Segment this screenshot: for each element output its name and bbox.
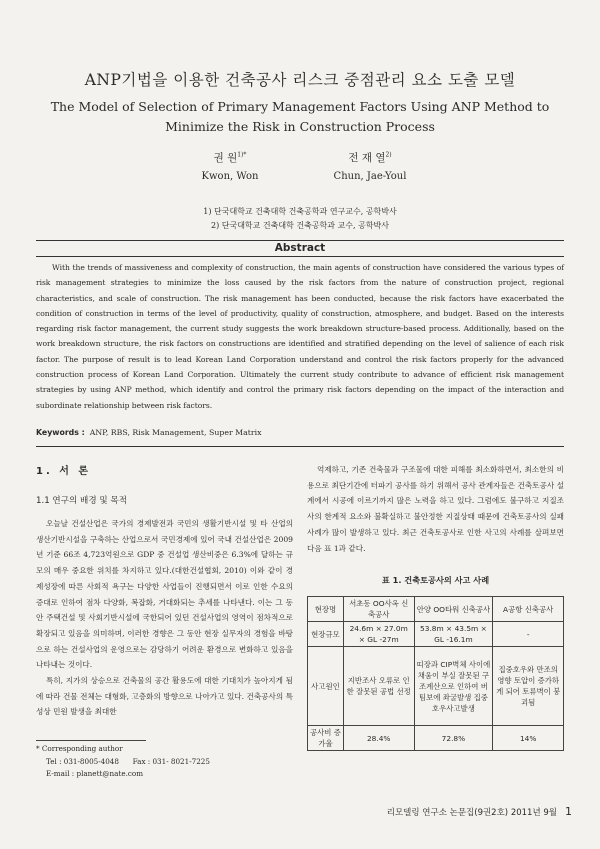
contact-phone-fax: [36, 756, 210, 769]
table-row: [308, 647, 564, 726]
table-cell: 24.6m × 27.0m × GL -27m: [343, 622, 414, 647]
accident-table: [307, 596, 564, 751]
contact-fax: Fax : 031- 8021-7225: [132, 756, 210, 766]
subsection-heading: 1.1 연구의 배경 및 목적: [36, 496, 128, 506]
abstract-heading-rule: [36, 256, 564, 257]
affiliations: [0, 205, 600, 232]
table-cell: -: [493, 622, 564, 647]
keywords-value: ANP, RBS, Risk Management, Super Matrix: [89, 428, 262, 437]
paragraph: 오늘날 건설산업은 국가의 경제발전과 국민의 생활기반시설 및 타 산업의 생산기반시설을 구축하는 산업으로서 국민경제에 있어 국내 건설산업은 2009년 기준 66조 4,723억원으로 GDP 중 건설업 생산비중은 6.3%에 달하는 규모의 매우 중요한 위치를 차지하고 있다.(대한건설협회, 2010) 이와 같이 경제성장에 따른 사회적 욕구는 다양한 사업들이 진행되면서 이로 인한 수요의 증대로 인하여 점차 다양화, 복잡화, 거대화되는 추세를 나타낸다. 이는 그 동안 주택건설 및 사회기반시설에 국한되어 있던 건설사업의 영역이 점차적으로 확장되고 있음을 의미하며, 이러한 경향은 그 동안 현장 실무자의 경험을 바탕으로 하는 건설사업의 운영으로는 감당하기 어려운 환경으로 변화하고 있음을 나타내는 것이다.: [36, 519, 293, 670]
table-cell: 53.8m × 43.5m × GL -16.1m: [414, 622, 493, 647]
table-row-label: 현장규모: [308, 622, 344, 647]
page-footer: [387, 805, 572, 818]
author-2-name-en: Chun, Jae-Youl: [333, 171, 407, 182]
table-cell: 띠장과 CIP벽체 사이에 채움이 부실 잘못된 구조계산으로 인하여 버팀보에 좌굴발생 집중호우사고발생: [414, 647, 493, 726]
table-header-cell: 안양 OO타워 신축공사: [414, 597, 493, 622]
author-1: [170, 150, 290, 182]
table-cell: 집중호우와 만조의 영향 토압이 증가하게 되어 토류벽이 붕괴됨: [493, 647, 564, 726]
abstract-bottom-rule: [36, 446, 564, 447]
footnote: [36, 743, 210, 781]
contact-tel: Tel : 031-8005-4048: [46, 756, 119, 766]
abstract-heading: Abstract: [274, 242, 326, 254]
title-korean: ANP기법을 이용한 건축공사 리스크 중점관리 요소 도출 모델: [84, 71, 516, 89]
paragraph: 억제하고, 기존 건축물과 구조물에 대한 피해를 최소화하면서, 최소한의 비용으로 최단기간에 터파기 공사를 하기 위해서 공사 관계자들은 건축토공사 설계에서 시공에 이르기까지 많은 노력을 하고 있다. 그럼에도 불구하고 지질조사의 한계적 요소와 불확실하고 불안정한 지질상태 때문에 건축토공사의 실패사례가 많이 발생하고 있다. 최근 건축토공사로 인한 사고의 사례를 살펴보면 다음 표 1과 같다.: [307, 465, 564, 553]
paragraph: 특히, 지가의 상승으로 건축물의 공간 활용도에 대한 기대치가 높아지게 됨에 따라 건물 전체는 대형화, 고층화의 방향으로 나아가고 있다. 건축공사의 특성상 민원 발생을 최대한: [36, 676, 293, 717]
author-1-name: 권 원: [213, 152, 238, 164]
table-cell: 72.8%: [414, 726, 493, 751]
affiliation-1: 1) 단국대학교 건축대학 건축공학과 연구교수, 공학박사: [203, 207, 397, 216]
title-english: The Model of Selection of Primary Management Factors Using ANP Method to Minimize the Risk in Construction Process: [50, 99, 550, 134]
left-column-text: [36, 516, 293, 720]
table-row: [308, 622, 564, 647]
table-cell: 지반조사 오류로 인한 잘못된 공법 선정: [343, 647, 414, 726]
author-2-sup: 2): [385, 151, 392, 159]
table-row-label: 공사비 증가율: [308, 726, 344, 751]
table-row: [308, 726, 564, 751]
table-header-cell: A공항 신축공사: [493, 597, 564, 622]
table-cell: 28.4%: [343, 726, 414, 751]
abstract-text: With the trends of massiveness and complexity of construction, the main agents of construction have considered the various types of risk management strategies to minimize the loss caused by the risk factors from the nature of construction project, regional characteristics, and scale of construction. The risk management has been conducted, because the risk factors have exacerbated the condition of construction in terms of the level of productivity, quality of construction, atmosphere, and budget. Based on the interests regarding risk factor management, the current study suggests the work breakdown structure-based process. Additionally, based on the work breakdown structure, the risk factors on constructions are identified and stratified depending on the level of salience of each risk factor. The purpose of result is to lead Korean Land Corporation understand and control the risk factors properly for the advanced construction process of Korean Land Corporation. Ultimately the current study contribute to advance of efficient risk management strategies by using ANP method, which identify and control the primary risk factors depending on the impact of the interaction and subordinate relationship between risk factors.: [36, 263, 564, 410]
table-caption: 표 1. 건축토공사의 사고 사례: [381, 575, 490, 585]
page-number: 1: [565, 805, 572, 818]
contact-email: E-mail : planett@nate.com: [46, 769, 144, 778]
corresponding-author: * Corresponding author: [36, 744, 123, 753]
author-1-sup: 1)*: [237, 151, 247, 159]
section-heading: 1. 서 론: [36, 466, 92, 477]
keywords-label: Keywords :: [36, 428, 85, 437]
author-2: [305, 150, 435, 182]
table-container: [307, 596, 564, 751]
abstract-top-rule: [36, 240, 564, 241]
author-2-name: 전 재 열: [348, 152, 386, 164]
right-column-text: [307, 462, 564, 556]
affiliation-2: 2) 단국대학교 건축대학 건축공학과 교수, 공학박사: [210, 220, 390, 230]
table-header-row: [308, 597, 564, 622]
footnote-rule: [36, 740, 146, 741]
table-header-cell: 현장명: [308, 597, 344, 622]
keywords: [36, 428, 564, 437]
author-1-name-en: Kwon, Won: [201, 171, 259, 182]
table-header-cell: 서초동 OO사옥 신축공사: [343, 597, 414, 622]
journal-name: 리모델링 연구소 논문집(9권2호) 2011년 9월: [386, 808, 557, 818]
table-cell: 14%: [493, 726, 564, 751]
table-row-label: 사고원인: [308, 647, 344, 726]
